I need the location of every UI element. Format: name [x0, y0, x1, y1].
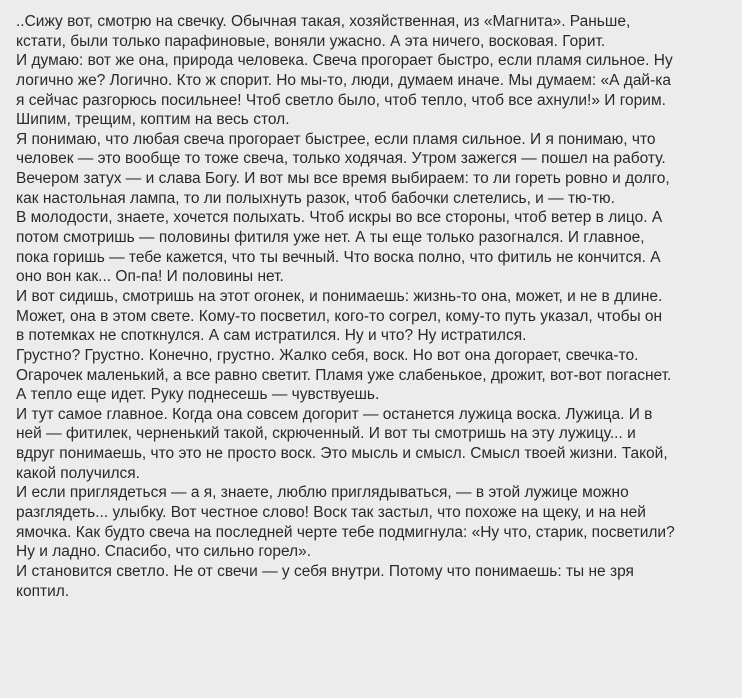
text-line: Вечером затух — и слава Богу. И вот мы все время выбираем: то ли гореть ровно и долго,	[16, 170, 670, 188]
text-line: И думаю: вот же она, природа человека. Свеча прогорает быстро, если пламя сильное. Ну	[16, 52, 673, 70]
text-line: человек — это вообще то тоже свеча, только ходячая. Утром зажегся — пошел на работу.	[16, 150, 666, 168]
text-line: И если приглядеться — а я, знаете, люблю приглядываться, — в этой лужице можно	[16, 484, 629, 502]
text-line: оно вон как... Оп-па! И половины нет.	[16, 268, 284, 286]
text-line: в потемках не споткнулся. А сам истратился. Ну и что? Ну истратился.	[16, 327, 527, 345]
text-line: какой получился.	[16, 464, 140, 482]
text-line: ..Сижу вот, смотрю на свечку. Обычная такая, хозяйственная, из «Магнита». Раньше,	[16, 13, 631, 30]
text-line: ямочка. Как будто свеча на последней черте тебе подмигнула: «Ну что, старик, посветили?	[16, 523, 675, 541]
text-line: потом смотришь — половины фитиля уже нет. А ты еще только разогнался. И главное,	[16, 229, 645, 247]
text-line: коптил.	[16, 582, 70, 600]
text-line: я сейчас разгорюсь посильнее! Чтоб светло было, чтоб тепло, чтоб все ахнули!» И горим.	[16, 91, 666, 109]
text-line: Я понимаю, что любая свеча прогорает быстрее, если пламя сильное. И я понимаю, что	[16, 130, 656, 148]
text-line: И тут самое главное. Когда она совсем догорит — останется лужица воска. Лужица. И в	[16, 405, 653, 423]
text-line: Может, она в этом свете. Кому-то посветил, кого-то согрел, кому-то путь указал, чтобы он	[16, 307, 663, 325]
text-line: пока горишь — тебе кажется, что ты вечный. Что воска полно, что фитиль не кончится. А	[16, 248, 661, 266]
text-line: разглядеть... улыбку. Вот честное слово! Воск так застыл, что похоже на щеку, и на ней	[16, 504, 646, 522]
text-line: Грустно? Грустно. Конечно, грустно. Жалко себя, воск. Но вот она догорает, свечка-то.	[16, 346, 639, 364]
text-line: Ну и ладно. Спасибо, что сильно горел».	[16, 543, 312, 561]
text-line: ней — фитилек, черненький такой, скрюченный. И вот ты смотришь на эту лужицу... и	[16, 425, 636, 443]
text-line: кстати, были только парафиновые, воняли ужасно. А эта ничего, восковая. Горит.	[16, 32, 606, 50]
text-line: В молодости, знаете, хочется полыхать. Чтоб искры во все стороны, чтоб ветер в лицо. А	[16, 209, 663, 227]
text-line: А тепло еще идет. Руку поднесешь — чувствуешь.	[16, 386, 380, 404]
text-line: И становится светло. Не от свечи — у себя внутри. Потому что понимаешь: ты не зря	[16, 562, 634, 580]
text-line: И вот сидишь, смотришь на этот огонек, и понимаешь: жизнь-то она, может, и не в длине.	[16, 287, 663, 305]
text-line: как настольная лампа, то ли полыхнуть разок, чтоб бабочки слетелись, и — тю-тю.	[16, 189, 615, 207]
text-line: логично же? Логично. Кто ж спорит. Но мы-то, люди, думаем иначе. Мы думаем: «А дай-ка	[16, 71, 671, 89]
text-line: Шипим, трещим, коптим на весь стол.	[16, 111, 290, 129]
text-line: вдруг понимаешь, что это не просто воск. Это мысль и смысл. Смысл твоей жизни. Такой,	[16, 445, 668, 463]
text-line: Огарочек маленький, а все равно светит. Пламя уже слабенькое, дрожит, вот-вот погаснет.	[16, 366, 672, 384]
